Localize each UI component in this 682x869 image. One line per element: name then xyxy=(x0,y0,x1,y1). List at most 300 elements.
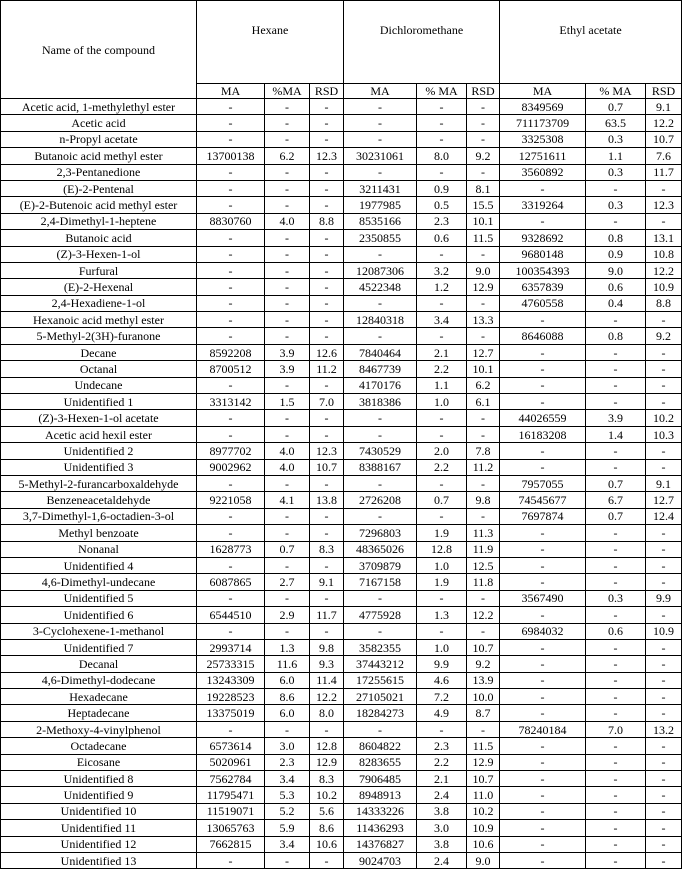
value-cell: 5.6 xyxy=(310,803,344,819)
value-cell: 2.9 xyxy=(265,607,310,623)
compound-name-cell: Undecane xyxy=(1,377,197,393)
value-cell: 11.2 xyxy=(467,459,500,475)
value-cell: - xyxy=(310,180,344,196)
value-cell: - xyxy=(344,426,417,442)
value-cell: 0.3 xyxy=(586,197,646,213)
value-cell: - xyxy=(646,754,682,770)
value-cell: - xyxy=(586,820,646,836)
value-cell: - xyxy=(646,820,682,836)
table-row xyxy=(1,312,682,328)
compound-name-cell: Unidentified 12 xyxy=(1,836,197,852)
value-cell: - xyxy=(417,99,467,115)
value-cell: 9002962 xyxy=(197,459,265,475)
table-row xyxy=(1,443,682,459)
compound-name-cell: 2,3-Pentanedione xyxy=(1,164,197,180)
subheader-cell: MA xyxy=(344,84,417,99)
value-cell: 11.3 xyxy=(467,525,500,541)
value-cell: - xyxy=(417,115,467,131)
value-cell: - xyxy=(310,590,344,606)
value-cell: 100354393 xyxy=(500,262,586,278)
value-cell: - xyxy=(265,590,310,606)
compound-name-cell: Unidentified 11 xyxy=(1,820,197,836)
value-cell: - xyxy=(500,180,586,196)
value-cell: 9.0 xyxy=(467,262,500,278)
value-cell: 2.3 xyxy=(417,738,467,754)
table-row xyxy=(1,475,682,491)
value-cell: 14376827 xyxy=(344,836,417,852)
value-cell: 7296803 xyxy=(344,525,417,541)
value-cell: 0.8 xyxy=(586,328,646,344)
table-row xyxy=(1,787,682,803)
value-cell: - xyxy=(467,623,500,639)
value-cell: - xyxy=(500,377,586,393)
value-cell: 12.9 xyxy=(467,279,500,295)
value-cell: 12751611 xyxy=(500,148,586,164)
value-cell: 1.0 xyxy=(417,557,467,573)
value-cell: 2.0 xyxy=(417,443,467,459)
compound-name-cell: 5-Methyl-2(3H)-furanone xyxy=(1,328,197,344)
value-cell: - xyxy=(344,131,417,147)
value-cell: 11436293 xyxy=(344,820,417,836)
value-cell: 11.6 xyxy=(265,656,310,672)
value-cell: - xyxy=(310,115,344,131)
value-cell: - xyxy=(265,623,310,639)
value-cell: 8388167 xyxy=(344,459,417,475)
table-row xyxy=(1,361,682,377)
table-row xyxy=(1,99,682,115)
value-cell: 4170176 xyxy=(344,377,417,393)
value-cell: 1.2 xyxy=(417,279,467,295)
value-cell: - xyxy=(467,721,500,737)
value-cell: - xyxy=(344,623,417,639)
value-cell: 711173709 xyxy=(500,115,586,131)
value-cell: 8.6 xyxy=(265,689,310,705)
value-cell: 16183208 xyxy=(500,426,586,442)
value-cell: 18284273 xyxy=(344,705,417,721)
value-cell: - xyxy=(197,197,265,213)
value-cell: 8604822 xyxy=(344,738,417,754)
value-cell: - xyxy=(586,754,646,770)
value-cell: 2993714 xyxy=(197,639,265,655)
compound-name-cell: Hexadecane xyxy=(1,689,197,705)
value-cell: 3.0 xyxy=(417,820,467,836)
value-cell: - xyxy=(265,721,310,737)
value-cell: 1.3 xyxy=(265,639,310,655)
table-row xyxy=(1,230,682,246)
value-cell: 74545677 xyxy=(500,492,586,508)
value-cell: - xyxy=(344,99,417,115)
value-cell: 0.3 xyxy=(586,131,646,147)
value-cell: - xyxy=(467,99,500,115)
value-cell: 10.1 xyxy=(467,213,500,229)
value-cell: 27105021 xyxy=(344,689,417,705)
value-cell: - xyxy=(265,852,310,868)
value-cell: - xyxy=(265,246,310,262)
value-cell: - xyxy=(586,213,646,229)
value-cell: 11.7 xyxy=(310,607,344,623)
value-cell: 7430529 xyxy=(344,443,417,459)
value-cell: - xyxy=(310,295,344,311)
value-cell: 0.9 xyxy=(417,180,467,196)
value-cell: 13243309 xyxy=(197,672,265,688)
value-cell: - xyxy=(197,246,265,262)
value-cell: - xyxy=(197,180,265,196)
table-row xyxy=(1,705,682,721)
value-cell: - xyxy=(417,426,467,442)
value-cell: 17255615 xyxy=(344,672,417,688)
value-cell: - xyxy=(197,164,265,180)
value-cell: 10.1 xyxy=(467,361,500,377)
value-cell: - xyxy=(646,656,682,672)
value-cell: - xyxy=(344,475,417,491)
value-cell: - xyxy=(586,312,646,328)
table-row xyxy=(1,623,682,639)
value-cell: 12.7 xyxy=(467,344,500,360)
table-row xyxy=(1,820,682,836)
value-cell: - xyxy=(344,590,417,606)
value-cell: - xyxy=(344,508,417,524)
value-cell: - xyxy=(197,131,265,147)
value-cell: 9.0 xyxy=(586,262,646,278)
compound-name-cell: Unidentified 4 xyxy=(1,557,197,573)
value-cell: 12.2 xyxy=(646,115,682,131)
value-cell: - xyxy=(500,771,586,787)
value-cell: 5.3 xyxy=(265,787,310,803)
value-cell: - xyxy=(586,672,646,688)
value-cell: 11.9 xyxy=(467,541,500,557)
value-cell: - xyxy=(197,115,265,131)
value-cell: 2.4 xyxy=(417,852,467,868)
value-cell: - xyxy=(646,541,682,557)
value-cell: 8283655 xyxy=(344,754,417,770)
value-cell: 7697874 xyxy=(500,508,586,524)
value-cell: 12.3 xyxy=(310,443,344,459)
compound-name-cell: (Z)-3-Hexen-1-ol acetate xyxy=(1,410,197,426)
table-row xyxy=(1,262,682,278)
value-cell: - xyxy=(646,361,682,377)
table-row xyxy=(1,180,682,196)
value-cell: - xyxy=(197,328,265,344)
compound-name-cell: Benzeneacetaldehyde xyxy=(1,492,197,508)
compound-name-cell: Acetic acid hexil ester xyxy=(1,426,197,442)
value-cell: - xyxy=(500,689,586,705)
value-cell: 8948913 xyxy=(344,787,417,803)
value-cell: 0.9 xyxy=(586,246,646,262)
value-cell: - xyxy=(265,525,310,541)
value-cell: - xyxy=(265,328,310,344)
value-cell: 37443212 xyxy=(344,656,417,672)
value-cell: 5.9 xyxy=(265,820,310,836)
value-cell: - xyxy=(500,213,586,229)
value-cell: 10.3 xyxy=(646,426,682,442)
compound-name-cell: Unidentified 8 xyxy=(1,771,197,787)
value-cell: 8977702 xyxy=(197,443,265,459)
header-dichloromethane: Dichloromethane xyxy=(344,1,500,84)
value-cell: - xyxy=(646,394,682,410)
value-cell: 13.9 xyxy=(467,672,500,688)
value-cell: 2.2 xyxy=(417,361,467,377)
value-cell: - xyxy=(646,852,682,868)
table-row xyxy=(1,689,682,705)
value-cell: - xyxy=(467,426,500,442)
compound-name-cell: Unidentified 10 xyxy=(1,803,197,819)
compound-name-cell: 3,7-Dimethyl-1,6-octadien-3-ol xyxy=(1,508,197,524)
value-cell: 8.0 xyxy=(417,148,467,164)
value-cell: - xyxy=(586,689,646,705)
compound-name-cell: Butanoic acid methyl ester xyxy=(1,148,197,164)
value-cell: - xyxy=(646,525,682,541)
value-cell: 4.6 xyxy=(417,672,467,688)
value-cell: - xyxy=(310,426,344,442)
value-cell: 3.8 xyxy=(417,836,467,852)
value-cell: - xyxy=(646,574,682,590)
compound-name-cell: Unidentified 3 xyxy=(1,459,197,475)
value-cell: - xyxy=(197,99,265,115)
value-cell: - xyxy=(586,705,646,721)
subheader-cell: RSD xyxy=(467,84,500,99)
value-cell: 2726208 xyxy=(344,492,417,508)
value-cell: 3.4 xyxy=(265,836,310,852)
value-cell: 0.7 xyxy=(586,99,646,115)
value-cell: 13.1 xyxy=(646,230,682,246)
value-cell: 1.0 xyxy=(417,639,467,655)
header-compound-name: Name of the compound xyxy=(1,1,197,99)
value-cell: 13.2 xyxy=(646,721,682,737)
value-cell: - xyxy=(467,131,500,147)
value-cell: 3560892 xyxy=(500,164,586,180)
value-cell: - xyxy=(310,99,344,115)
value-cell: - xyxy=(500,607,586,623)
subheader-cell: MA xyxy=(197,84,265,99)
value-cell: 9.9 xyxy=(417,656,467,672)
value-cell: 9.1 xyxy=(646,475,682,491)
value-cell: 2.7 xyxy=(265,574,310,590)
value-cell: 13.3 xyxy=(467,312,500,328)
value-cell: - xyxy=(500,738,586,754)
compound-name-cell: Decane xyxy=(1,344,197,360)
table-row xyxy=(1,246,682,262)
table-row xyxy=(1,213,682,229)
value-cell: - xyxy=(586,852,646,868)
table-row xyxy=(1,115,682,131)
value-cell: 2.1 xyxy=(417,771,467,787)
value-cell: - xyxy=(646,672,682,688)
table-row xyxy=(1,607,682,623)
value-cell: - xyxy=(417,328,467,344)
value-cell: - xyxy=(500,656,586,672)
value-cell: - xyxy=(197,279,265,295)
compound-name-cell: 4,6-Dimethyl-undecane xyxy=(1,574,197,590)
value-cell: 2.3 xyxy=(417,213,467,229)
value-cell: 3.9 xyxy=(265,344,310,360)
value-cell: 44026559 xyxy=(500,410,586,426)
value-cell: - xyxy=(500,852,586,868)
value-cell: 1.0 xyxy=(417,394,467,410)
value-cell: - xyxy=(310,410,344,426)
value-cell: - xyxy=(310,557,344,573)
value-cell: - xyxy=(197,426,265,442)
value-cell: - xyxy=(586,541,646,557)
value-cell: - xyxy=(467,164,500,180)
value-cell: 11795471 xyxy=(197,787,265,803)
value-cell: - xyxy=(310,262,344,278)
value-cell: 63.5 xyxy=(586,115,646,131)
table-row xyxy=(1,328,682,344)
value-cell: 78240184 xyxy=(500,721,586,737)
value-cell: - xyxy=(417,508,467,524)
value-cell: 12.5 xyxy=(467,557,500,573)
value-cell: 6.0 xyxy=(265,705,310,721)
table-row xyxy=(1,426,682,442)
value-cell: 5.2 xyxy=(265,803,310,819)
value-cell: 8535166 xyxy=(344,213,417,229)
value-cell: - xyxy=(586,656,646,672)
value-cell: 3211431 xyxy=(344,180,417,196)
value-cell: - xyxy=(586,639,646,655)
compound-name-cell: Acetic acid xyxy=(1,115,197,131)
table-row xyxy=(1,771,682,787)
value-cell: - xyxy=(344,328,417,344)
value-cell: - xyxy=(265,230,310,246)
value-cell: - xyxy=(197,508,265,524)
table-row xyxy=(1,541,682,557)
value-cell: - xyxy=(500,312,586,328)
value-cell: - xyxy=(646,738,682,754)
value-cell: 7.2 xyxy=(417,689,467,705)
value-cell: 12840318 xyxy=(344,312,417,328)
value-cell: - xyxy=(646,689,682,705)
value-cell: - xyxy=(310,246,344,262)
value-cell: - xyxy=(197,295,265,311)
value-cell: 3.8 xyxy=(417,803,467,819)
value-cell: 10.9 xyxy=(646,279,682,295)
value-cell: 11.8 xyxy=(467,574,500,590)
value-cell: - xyxy=(197,312,265,328)
value-cell: 2.4 xyxy=(417,787,467,803)
value-cell: - xyxy=(467,295,500,311)
value-cell: - xyxy=(586,574,646,590)
table-row xyxy=(1,344,682,360)
value-cell: - xyxy=(500,705,586,721)
value-cell: - xyxy=(500,344,586,360)
value-cell: - xyxy=(417,164,467,180)
value-cell: - xyxy=(586,803,646,819)
value-cell: - xyxy=(467,508,500,524)
value-cell: 9680148 xyxy=(500,246,586,262)
value-cell: 8830760 xyxy=(197,213,265,229)
compound-name-cell: Unidentified 13 xyxy=(1,852,197,868)
value-cell: 7906485 xyxy=(344,771,417,787)
value-cell: 11.5 xyxy=(467,738,500,754)
value-cell: 12.2 xyxy=(467,607,500,623)
value-cell: 1.3 xyxy=(417,607,467,623)
value-cell: - xyxy=(500,639,586,655)
value-cell: 7662815 xyxy=(197,836,265,852)
value-cell: - xyxy=(646,771,682,787)
value-cell: - xyxy=(265,426,310,442)
value-cell: - xyxy=(467,115,500,131)
value-cell: - xyxy=(467,246,500,262)
value-cell: - xyxy=(310,279,344,295)
value-cell: - xyxy=(344,246,417,262)
value-cell: - xyxy=(500,557,586,573)
value-cell: 12.2 xyxy=(646,262,682,278)
table-row xyxy=(1,672,682,688)
table-row xyxy=(1,164,682,180)
value-cell: 8.6 xyxy=(310,820,344,836)
value-cell: 0.6 xyxy=(586,623,646,639)
value-cell: 9024703 xyxy=(344,852,417,868)
value-cell: - xyxy=(197,852,265,868)
compound-name-cell: Unidentified 5 xyxy=(1,590,197,606)
value-cell: 2.1 xyxy=(417,344,467,360)
value-cell: - xyxy=(310,230,344,246)
value-cell: 8700512 xyxy=(197,361,265,377)
value-cell: 7.0 xyxy=(586,721,646,737)
subheader-cell: MA xyxy=(500,84,586,99)
table-row xyxy=(1,590,682,606)
header-ethyl-acetate: Ethyl acetate xyxy=(500,1,682,84)
subheader-cell: %MA xyxy=(265,84,310,99)
value-cell: 4.9 xyxy=(417,705,467,721)
value-cell: 4775928 xyxy=(344,607,417,623)
compound-name-cell: Unidentified 1 xyxy=(1,394,197,410)
value-cell: 0.7 xyxy=(417,492,467,508)
value-cell: 6.7 xyxy=(586,492,646,508)
value-cell: 11.5 xyxy=(467,230,500,246)
value-cell: 0.8 xyxy=(586,230,646,246)
value-cell: - xyxy=(646,344,682,360)
value-cell: - xyxy=(197,410,265,426)
compound-name-cell: Unidentified 2 xyxy=(1,443,197,459)
value-cell: - xyxy=(310,721,344,737)
value-cell: 7.6 xyxy=(646,148,682,164)
value-cell: 10.9 xyxy=(467,820,500,836)
table-row xyxy=(1,574,682,590)
compound-name-cell: Unidentified 9 xyxy=(1,787,197,803)
value-cell: - xyxy=(265,180,310,196)
value-cell: 19228523 xyxy=(197,689,265,705)
table-row xyxy=(1,410,682,426)
value-cell: 9.1 xyxy=(646,99,682,115)
value-cell: - xyxy=(310,475,344,491)
value-cell: - xyxy=(265,262,310,278)
table-row xyxy=(1,754,682,770)
value-cell: - xyxy=(265,508,310,524)
value-cell: - xyxy=(586,180,646,196)
value-cell: - xyxy=(500,394,586,410)
value-cell: 8.0 xyxy=(310,705,344,721)
table-row xyxy=(1,131,682,147)
value-cell: 9.2 xyxy=(646,328,682,344)
value-cell: - xyxy=(500,541,586,557)
value-cell: - xyxy=(586,607,646,623)
table-row xyxy=(1,721,682,737)
value-cell: 3313142 xyxy=(197,394,265,410)
value-cell: 48365026 xyxy=(344,541,417,557)
value-cell: 6544510 xyxy=(197,607,265,623)
table-row xyxy=(1,377,682,393)
value-cell: 1.4 xyxy=(586,426,646,442)
value-cell: - xyxy=(646,607,682,623)
value-cell: - xyxy=(265,410,310,426)
value-cell: 8646088 xyxy=(500,328,586,344)
value-cell: - xyxy=(646,836,682,852)
value-cell: 6.0 xyxy=(265,672,310,688)
value-cell: 9.8 xyxy=(310,639,344,655)
value-cell: - xyxy=(586,459,646,475)
value-cell: 3.4 xyxy=(417,312,467,328)
